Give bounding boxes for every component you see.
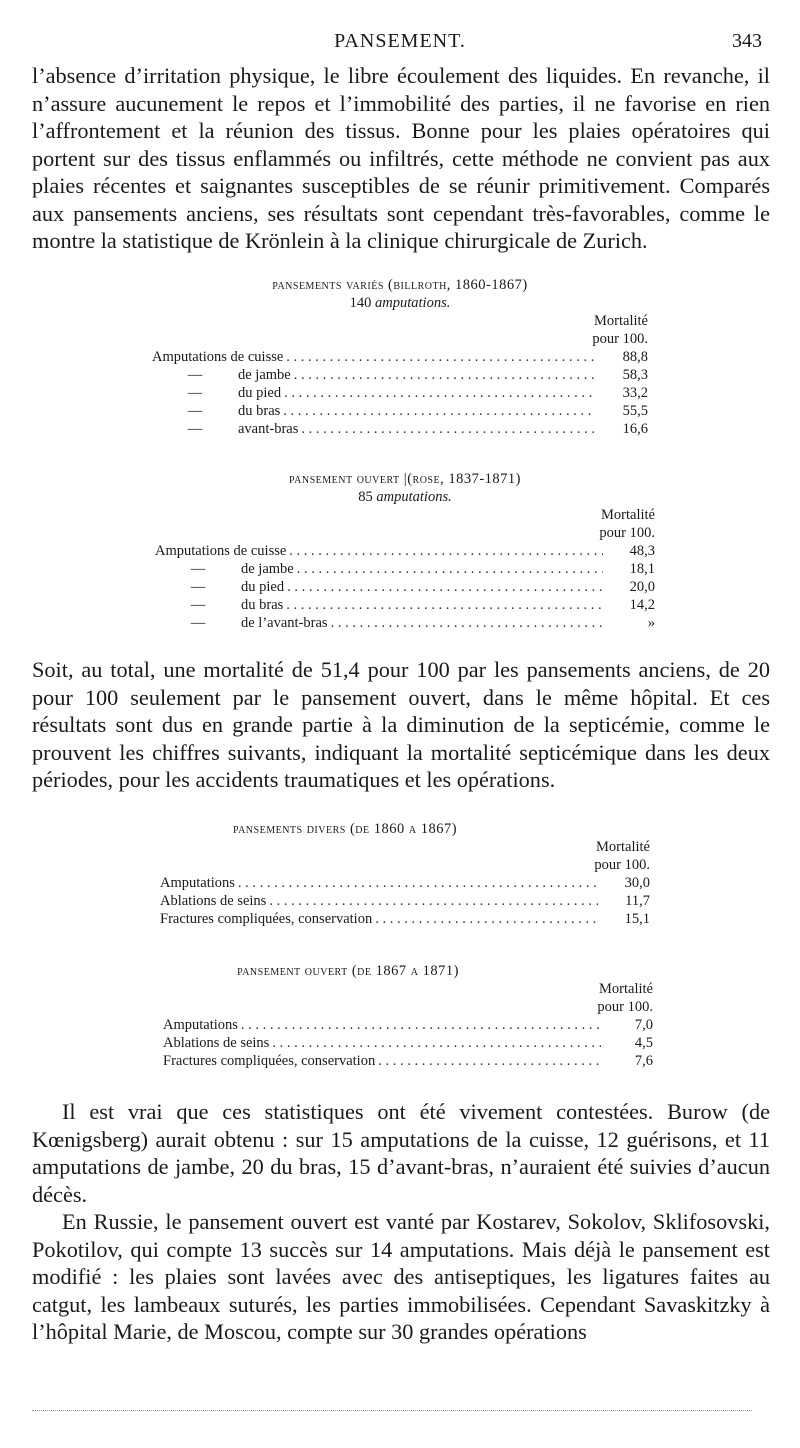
table-row xyxy=(152,348,648,366)
leader-dots xyxy=(328,614,603,632)
table-row xyxy=(152,384,648,402)
column-header-line-2: pour 100. xyxy=(594,857,650,873)
table-title: pansements variés (billroth, 1860-1867) xyxy=(272,277,528,293)
row-label: Fractures compliquées, conservation xyxy=(160,911,373,927)
table-pansements-divers xyxy=(160,820,650,928)
leader-dots xyxy=(283,348,596,366)
table-row xyxy=(155,560,655,578)
row-prefix: — xyxy=(190,597,206,613)
row-value: 58,3 xyxy=(622,367,648,383)
row-value: 7,0 xyxy=(634,1017,653,1033)
row-prefix: — xyxy=(187,367,203,383)
page-header xyxy=(0,30,800,56)
row-value: 20,0 xyxy=(629,579,655,595)
table-row xyxy=(155,596,655,614)
row-prefix: — xyxy=(187,385,203,401)
row-value: 16,6 xyxy=(622,421,648,437)
row-value: 7,6 xyxy=(634,1053,653,1069)
leader-dots xyxy=(284,578,603,596)
amputation-label: amputations. xyxy=(376,489,452,505)
row-label: Amputations xyxy=(160,875,235,891)
table-row xyxy=(160,910,650,928)
table-row xyxy=(163,1034,653,1052)
column-header-line-1: Mortalité xyxy=(599,981,653,997)
leader-dots xyxy=(283,596,603,614)
leader-dots xyxy=(375,1052,601,1070)
row-value: 30,0 xyxy=(624,875,650,891)
leader-dots xyxy=(269,1034,601,1052)
table-row xyxy=(155,578,655,596)
leader-dots xyxy=(298,420,596,438)
paragraph-4: En Russie, le pansement ouvert est vanté par Kostarev, Sokolov, Sklifosovski, Pokotilov, qui compte 13 succès sur 14 amputations. Mais déjà le pansement est modifié : les plaies sont lavées avec des antiseptiques, les ligatures faites au catgut, les lambeaux suturés, les parties immobilisées. Cependant Savaskitzky à l’hôpital Marie, de Moscou, compte sur 30 grandes opérations xyxy=(32,1209,770,1344)
table-title: pansements divers (de 1860 a 1867) xyxy=(232,821,458,837)
page-number: 343 xyxy=(732,30,762,52)
table-subtitle xyxy=(152,294,648,312)
row-value: » xyxy=(647,615,655,631)
row-value: 4,5 xyxy=(634,1035,653,1051)
table-row xyxy=(155,542,655,560)
row-prefix: — xyxy=(190,561,206,577)
table-row xyxy=(152,420,648,438)
leader-dots xyxy=(235,874,598,892)
table-row xyxy=(160,874,650,892)
table-row xyxy=(160,892,650,910)
row-value: 18,1 xyxy=(629,561,655,577)
row-label: de l’avant-bras xyxy=(241,615,328,631)
amputation-count: 140 xyxy=(349,295,372,311)
running-title: PANSEMENT. xyxy=(334,30,466,52)
row-value: 55,5 xyxy=(622,403,648,419)
row-label: du pied xyxy=(238,385,282,401)
paragraph-3: Il est vrai que ces statistiques ont été vivement contestées. Burow (de Kœnigsberg) aurait obtenu : sur 15 amputations de la cuisse, 12 guérisons, et 11 amputations de jambe, 20 du bras, 15 d’avant-bras, n’auraient été suivies d’aucun décès. xyxy=(32,1099,770,1207)
row-label: Amputations xyxy=(163,1017,238,1033)
column-header-line-1: Mortalité xyxy=(596,839,650,855)
amputation-label: amputations. xyxy=(375,295,451,311)
table-row xyxy=(152,366,648,384)
row-prefix: — xyxy=(187,403,203,419)
row-label: de jambe xyxy=(241,561,294,577)
row-label: de cuisse xyxy=(233,543,287,559)
row-label: de cuisse xyxy=(230,349,284,365)
column-header-line-2: pour 100. xyxy=(597,999,653,1015)
paragraph-1: l’absence d’irritation physique, le libre écoulement des liquides. En revanche, il n’assure aucunement le repos et l’immobilité des parties, il ne favorise en rien l’affrontement et la réunion des tissus. Bonne pour les plaies opératoires qui portent sur des tissus enflammés ou infiltrés, cette méthode ne convient pas aux plaies récentes et saignantes susceptibles de se réunir primitivement. Comparés aux pansements anciens, ses résultats sont cependant très-favorables, comme le montre la statistique de Krönlein à la clinique chirurgicale de Zurich. xyxy=(32,63,770,253)
row-prefix: Amputations xyxy=(152,349,227,365)
row-value: 33,2 xyxy=(622,385,648,401)
row-label: Ablations de seins xyxy=(163,1035,270,1051)
row-value: 14,2 xyxy=(629,597,655,613)
row-value: 15,1 xyxy=(624,911,650,927)
row-value: 48,3 xyxy=(629,543,655,559)
row-label: du bras xyxy=(241,597,284,613)
leader-dots xyxy=(280,402,596,420)
table-row xyxy=(163,1052,653,1070)
amputation-count: 85 xyxy=(358,489,373,505)
page-bottom-rule xyxy=(32,1410,752,1417)
table-row xyxy=(163,1016,653,1034)
table-subtitle xyxy=(155,488,655,506)
row-label: Ablations de seins xyxy=(160,893,267,909)
table-rose xyxy=(155,470,655,632)
table-pansement-ouvert xyxy=(163,962,653,1070)
row-label: du pied xyxy=(241,579,285,595)
column-header-line-2: pour 100. xyxy=(592,331,648,347)
column-header-line-2: pour 100. xyxy=(599,525,655,541)
table-row xyxy=(155,614,655,632)
column-header-line-1: Mortalité xyxy=(594,313,648,329)
column-header-line-1: Mortalité xyxy=(601,507,655,523)
table-billroth xyxy=(152,276,648,438)
paragraph-2: Soit, au total, une mortalité de 51,4 pour 100 par les pansements anciens, de 20 pour 100 seulement par le pansement ouvert, dans le même hôpital. Et ces résultats sont dus en grande partie à la diminution de la septicémie, comme le prouvent les chiffres suivants, indiquant la mortalité septicémique dans les deux périodes, pour les accidents traumatiques et les opérations. xyxy=(32,657,770,792)
leader-dots xyxy=(286,542,603,560)
row-label: Fractures compliquées, conservation xyxy=(163,1053,376,1069)
row-prefix: Amputations xyxy=(155,543,230,559)
table-row xyxy=(152,402,648,420)
row-prefix: — xyxy=(190,579,206,595)
row-label: avant-bras xyxy=(238,421,299,437)
row-prefix: — xyxy=(187,421,203,437)
leader-dots xyxy=(372,910,598,928)
table-title: pansement ouvert |(rose, 1837-1871) xyxy=(289,471,521,487)
row-value: 88,8 xyxy=(622,349,648,365)
table-title: pansement ouvert (de 1867 a 1871) xyxy=(237,963,459,979)
row-value: 11,7 xyxy=(625,893,650,909)
leader-dots xyxy=(266,892,598,910)
leader-dots xyxy=(238,1016,601,1034)
leader-dots xyxy=(294,560,603,578)
leader-dots xyxy=(291,366,596,384)
row-label: de jambe xyxy=(238,367,291,383)
leader-dots xyxy=(281,384,596,402)
row-prefix: — xyxy=(190,615,206,631)
row-label: du bras xyxy=(238,403,281,419)
